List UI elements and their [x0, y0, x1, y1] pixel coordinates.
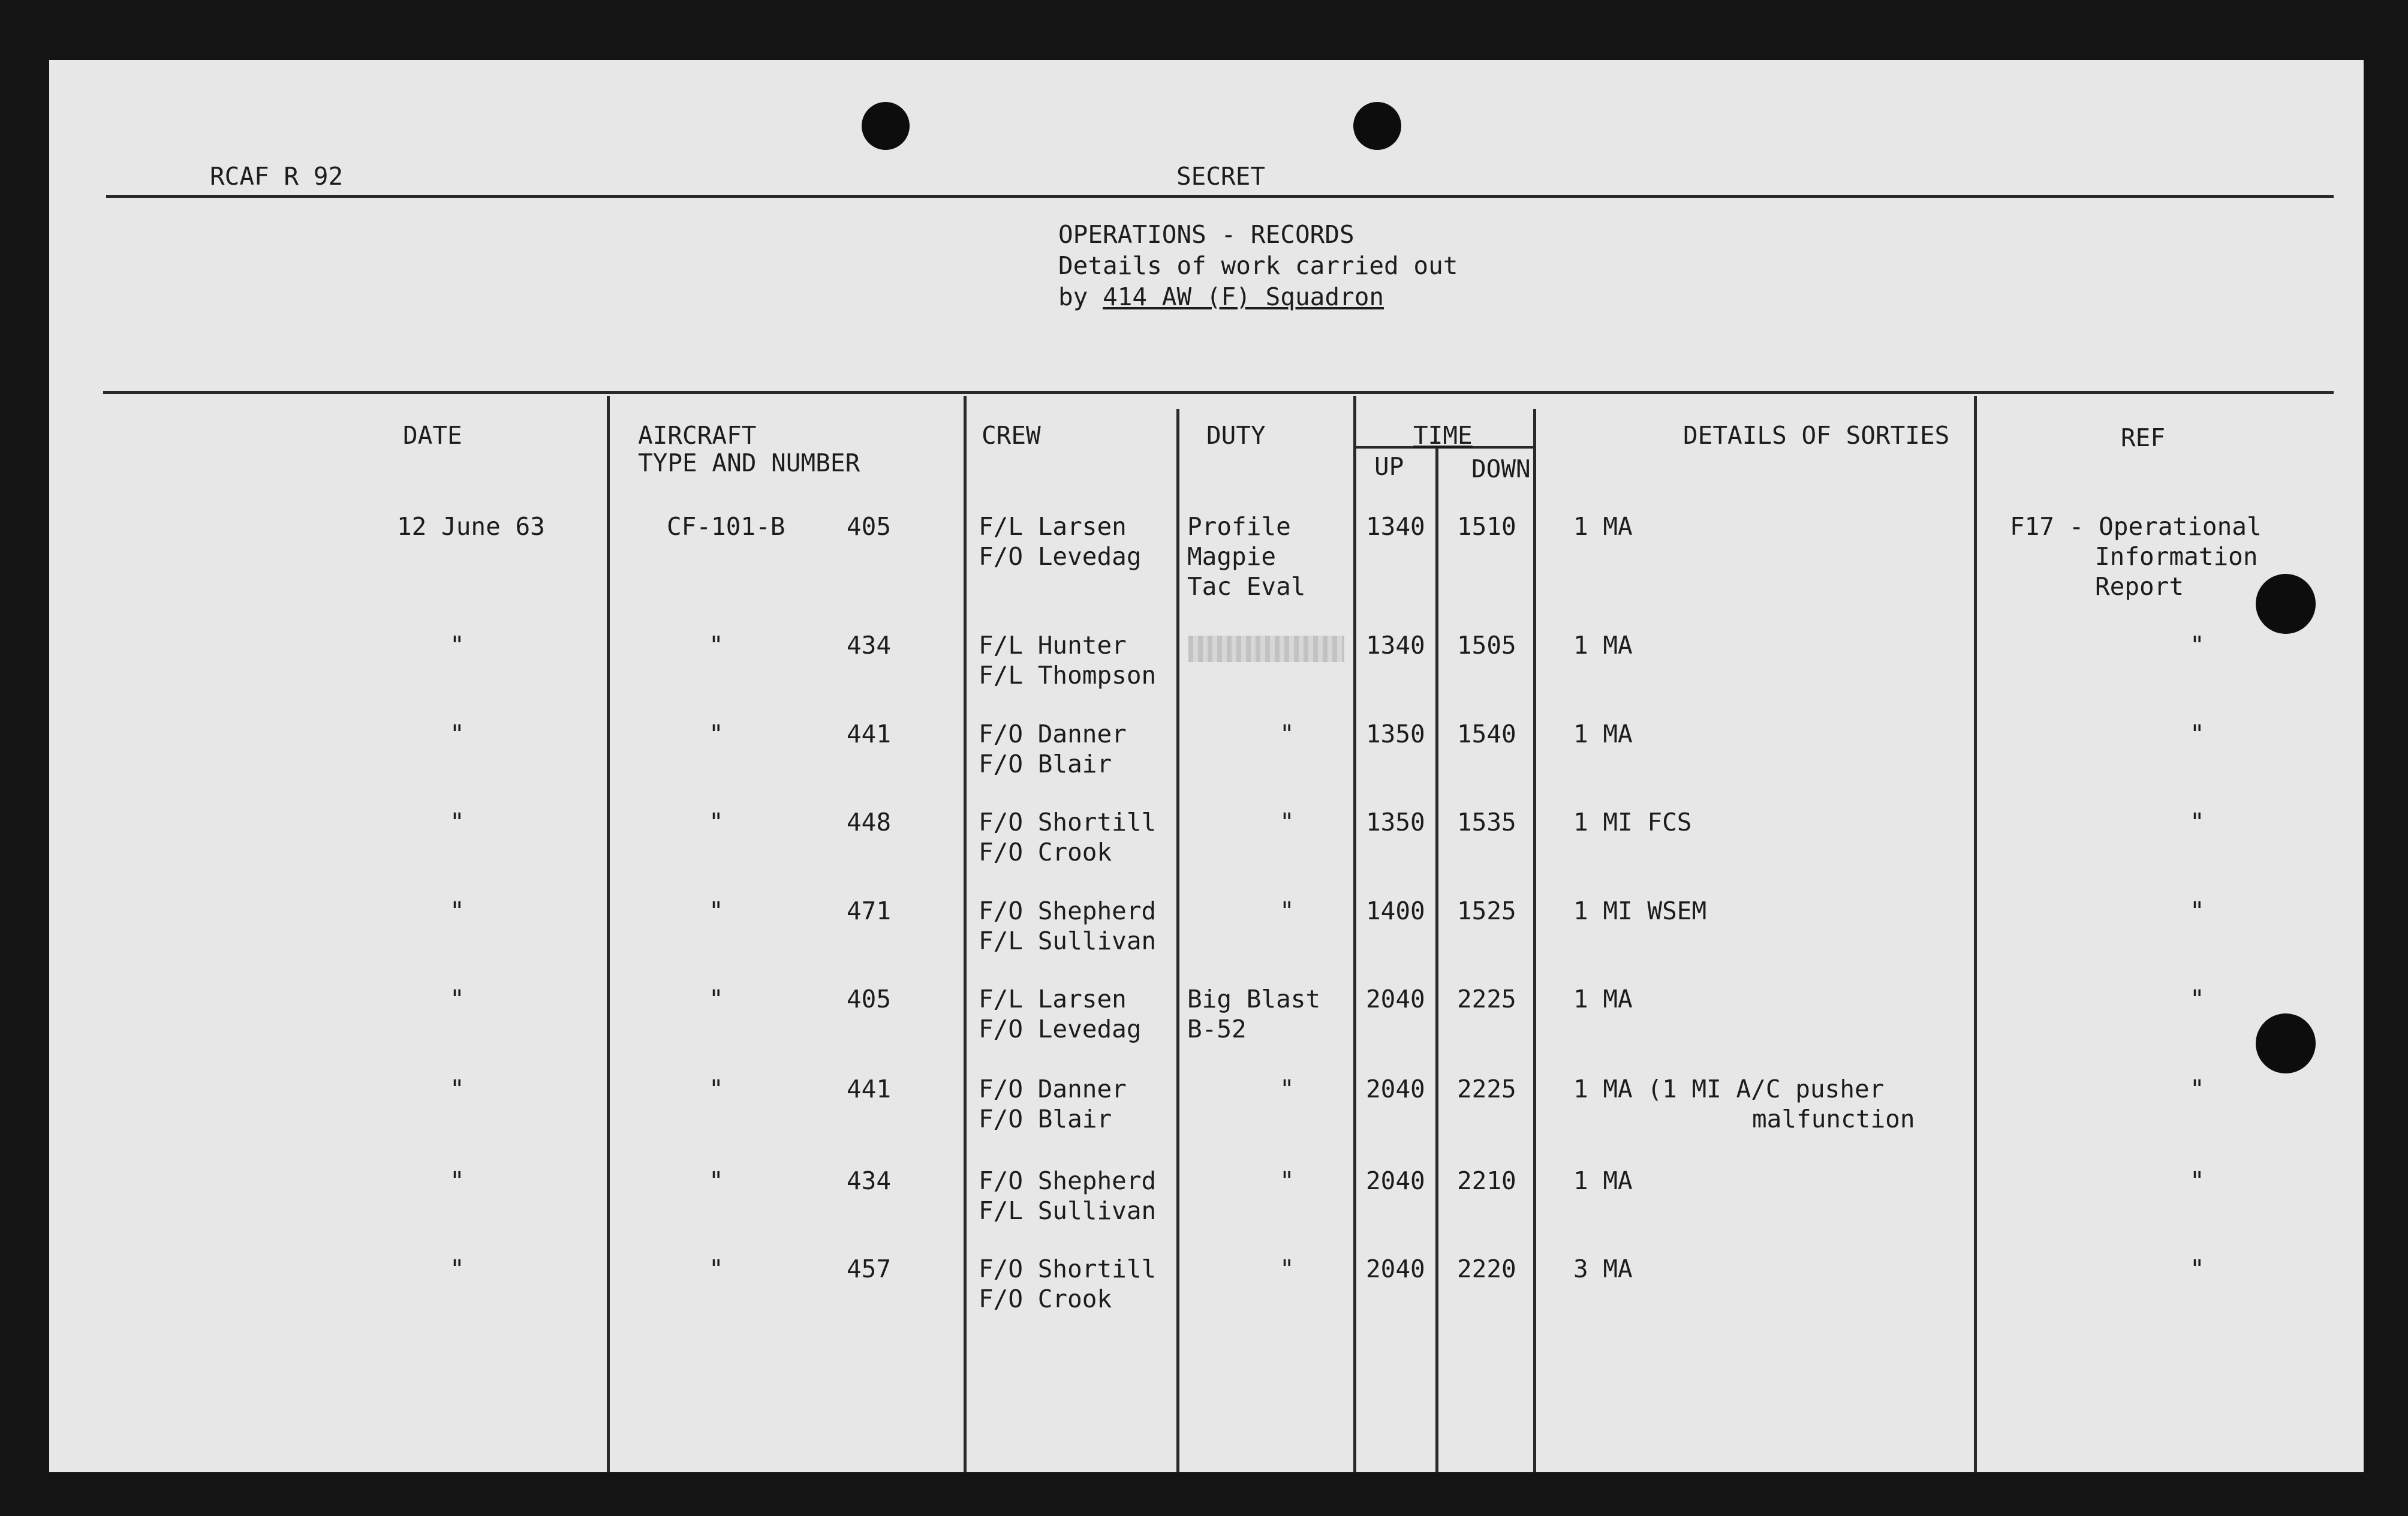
cell-aircraft-type: CF-101-B — [667, 512, 785, 541]
cell-aircraft-type: " — [709, 1166, 724, 1195]
smudge — [1188, 636, 1344, 662]
cell-time-down: 1540 — [1457, 720, 1516, 748]
cell-duty-3: Tac Eval — [1187, 572, 1306, 601]
cell-time-up: 1340 — [1366, 512, 1425, 541]
punch-hole — [2256, 1013, 2316, 1073]
cell-aircraft-type: " — [709, 631, 724, 660]
punch-hole — [1353, 102, 1401, 150]
col-duty: DUTY — [1206, 421, 1266, 450]
column-divider — [1435, 449, 1438, 1472]
cell-details-1: 1 MA — [1573, 1166, 1633, 1195]
cell-aircraft-type: " — [709, 1255, 724, 1283]
cell-crew-2: F/L Sullivan — [979, 927, 1157, 955]
cell-date: " — [450, 720, 465, 748]
cell-aircraft-type: " — [709, 985, 724, 1013]
cell-details-1: 1 MA (1 MI A/C pusher — [1573, 1075, 1885, 1103]
form-id: RCAF R 92 — [210, 162, 344, 191]
cell-ref-1: " — [2190, 1075, 2205, 1103]
cell-date: " — [450, 1075, 465, 1103]
col-details: DETAILS OF SORTIES — [1683, 421, 1950, 450]
cell-duty-1: " — [1280, 1075, 1295, 1103]
cell-duty-1: " — [1280, 1255, 1295, 1283]
cell-crew-1: F/O Danner — [979, 720, 1127, 748]
cell-duty-1: Profile — [1187, 512, 1291, 541]
cell-duty-1: Big Blast — [1187, 985, 1321, 1013]
cell-date: " — [450, 1166, 465, 1195]
punch-hole — [2256, 574, 2316, 634]
cell-duty-2: Magpie — [1187, 542, 1277, 571]
col-ref: REF — [2121, 423, 2166, 452]
column-divider — [607, 396, 610, 1472]
column-divider — [1974, 396, 1977, 1472]
col-crew: CREW — [982, 421, 1041, 450]
cell-time-down: 2225 — [1457, 985, 1516, 1013]
cell-ref-1: " — [2190, 808, 2205, 837]
cell-duty-1: " — [1280, 897, 1295, 925]
cell-crew-2: F/O Levedag — [979, 542, 1142, 571]
cell-time-down: 2210 — [1457, 1166, 1516, 1195]
cell-aircraft-number: 405 — [847, 985, 892, 1013]
punch-hole — [862, 102, 910, 150]
col-date: DATE — [403, 421, 462, 450]
cell-details-1: 1 MA — [1573, 720, 1633, 748]
cell-aircraft-number: 457 — [847, 1255, 892, 1283]
cell-date: " — [450, 808, 465, 837]
classification: SECRET — [1176, 162, 1266, 191]
cell-time-up: 1350 — [1366, 808, 1425, 837]
cell-date: " — [450, 631, 465, 660]
col-aircraft: AIRCRAFT — [638, 421, 757, 450]
title-line-3 — [1058, 281, 1384, 312]
cell-time-down: 1505 — [1457, 631, 1516, 660]
cell-aircraft-type: " — [709, 720, 724, 748]
cell-ref-1: " — [2190, 1166, 2205, 1195]
cell-details-1: 1 MI FCS — [1573, 808, 1692, 837]
cell-crew-1: F/L Hunter — [979, 631, 1127, 660]
cell-duty-1: " — [1280, 808, 1295, 837]
col-aircraft-sub: TYPE AND NUMBER — [638, 449, 860, 477]
cell-details-1: 1 MI WSEM — [1573, 897, 1707, 925]
column-divider — [964, 396, 967, 1472]
cell-crew-1: F/L Larsen — [979, 512, 1127, 541]
cell-crew-1: F/O Shepherd — [979, 1166, 1157, 1195]
cell-aircraft-number: 471 — [847, 897, 892, 925]
cell-aircraft-number: 434 — [847, 1166, 892, 1195]
cell-aircraft-number: 405 — [847, 512, 892, 541]
cell-crew-2: F/O Levedag — [979, 1015, 1142, 1043]
cell-duty-1: " — [1280, 720, 1295, 748]
column-divider — [1353, 396, 1356, 1472]
cell-details-1: 1 MA — [1573, 985, 1633, 1013]
cell-crew-1: F/L Larsen — [979, 985, 1127, 1013]
cell-time-up: 2040 — [1366, 1075, 1425, 1103]
cell-date: " — [450, 985, 465, 1013]
cell-time-down: 1525 — [1457, 897, 1516, 925]
cell-details-1: 1 MA — [1573, 512, 1633, 541]
cell-date: " — [450, 1255, 465, 1283]
cell-aircraft-number: 434 — [847, 631, 892, 660]
top-rule — [106, 195, 2334, 198]
cell-crew-2: F/O Crook — [979, 838, 1112, 867]
cell-crew-1: F/O Shortill — [979, 808, 1157, 837]
cell-time-down: 1535 — [1457, 808, 1516, 837]
cell-ref-1: " — [2190, 631, 2205, 660]
title-line-2: Details of work carried out — [1058, 251, 1458, 280]
cell-aircraft-number: 441 — [847, 1075, 892, 1103]
cell-crew-1: F/O Danner — [979, 1075, 1127, 1103]
cell-crew-2: F/O Blair — [979, 1105, 1112, 1133]
cell-time-up: 2040 — [1366, 985, 1425, 1013]
cell-time-up: 2040 — [1366, 1255, 1425, 1283]
cell-ref-1: " — [2190, 720, 2205, 748]
cell-time-down: 2225 — [1457, 1075, 1516, 1103]
cell-time-up: 1350 — [1366, 720, 1425, 748]
cell-ref-1: " — [2190, 985, 2205, 1013]
cell-time-down: 1510 — [1457, 512, 1516, 541]
cell-details-1: 3 MA — [1573, 1255, 1633, 1283]
cell-duty-2: B-52 — [1187, 1015, 1247, 1043]
cell-details-1: 1 MA — [1573, 631, 1633, 660]
cell-date: 12 June 63 — [397, 512, 545, 541]
cell-date: " — [450, 897, 465, 925]
cell-time-down: 2220 — [1457, 1255, 1516, 1283]
cell-crew-1: F/O Shortill — [979, 1255, 1157, 1283]
cell-details-2: malfunction — [1752, 1105, 1915, 1133]
cell-crew-2: F/O Blair — [979, 750, 1112, 778]
cell-ref-1: " — [2190, 897, 2205, 925]
col-time: TIME — [1413, 421, 1473, 450]
title-line-1: OPERATIONS - RECORDS — [1058, 220, 1354, 249]
column-divider — [1533, 409, 1536, 1472]
cell-ref-1: F17 - Operational — [2010, 512, 2262, 541]
cell-aircraft-type: " — [709, 1075, 724, 1103]
cell-crew-1: F/O Shepherd — [979, 897, 1157, 925]
col-time-down: DOWN — [1471, 455, 1531, 483]
cell-aircraft-type: " — [709, 808, 724, 837]
cell-aircraft-number: 448 — [847, 808, 892, 837]
cell-aircraft-type: " — [709, 897, 724, 925]
cell-time-up: 1400 — [1366, 897, 1425, 925]
cell-ref-1: " — [2190, 1255, 2205, 1283]
cell-time-up: 2040 — [1366, 1166, 1425, 1195]
table-top-rule — [103, 391, 2334, 394]
record-card — [49, 60, 2364, 1472]
cell-time-up: 1340 — [1366, 631, 1425, 660]
unit-name: 414 AW (F) Squadron — [1103, 282, 1384, 311]
cell-ref-2: Information — [2095, 542, 2258, 571]
col-time-up: UP — [1374, 452, 1404, 481]
cell-ref-3: Report — [2095, 572, 2184, 601]
cell-crew-2: F/L Sullivan — [979, 1196, 1157, 1225]
cell-aircraft-number: 441 — [847, 720, 892, 748]
cell-duty-1: " — [1280, 1166, 1295, 1195]
title-prefix: by — [1058, 282, 1103, 311]
cell-crew-2: F/L Thompson — [979, 661, 1157, 690]
column-divider — [1176, 409, 1179, 1472]
cell-crew-2: F/O Crook — [979, 1285, 1112, 1313]
